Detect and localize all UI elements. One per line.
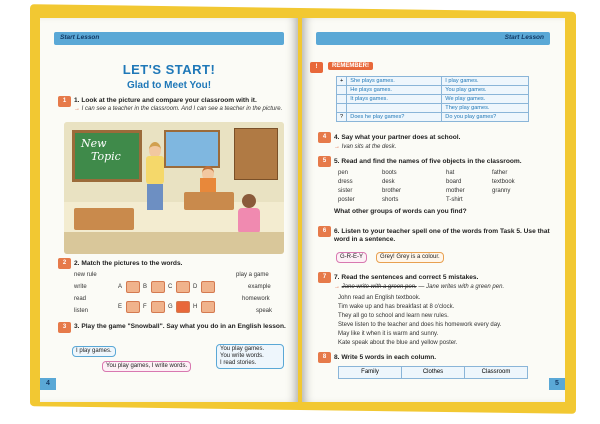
- remember-label: REMEMBER!: [328, 62, 373, 70]
- word-poster: poster: [338, 197, 355, 203]
- bubble3-line3: I read stories.: [220, 360, 257, 366]
- picture-h-icon: [201, 301, 215, 313]
- task4-text: 4. Say what your partner does at school.: [334, 134, 461, 141]
- task4-example: → Ivan sits at the desk.: [334, 144, 397, 150]
- picture-a-icon: [126, 281, 140, 293]
- letter-a: A: [118, 284, 123, 290]
- right-header-text: Start Lesson: [504, 34, 544, 41]
- word-read: read: [74, 296, 87, 302]
- picture-f-icon: [151, 301, 165, 313]
- column-clothes: Clothes: [402, 367, 465, 378]
- picture-d-icon: [201, 281, 215, 293]
- letter-g: G: [168, 304, 173, 310]
- task8-text: 8. Write 5 words in each column.: [334, 354, 437, 361]
- task2-icon: 2: [58, 258, 71, 269]
- letter-c: C: [168, 284, 173, 290]
- lesson-title: LET'S START!: [122, 62, 216, 77]
- letter-b: B: [143, 284, 148, 290]
- word-board: board: [446, 179, 462, 185]
- task5-text: 5. Read and find the names of five objects in the classroom.: [334, 158, 522, 165]
- word-dress: dress: [338, 179, 353, 185]
- left-page-number: 4: [40, 378, 56, 390]
- task2-text: 2. Match the pictures to the words.: [74, 260, 183, 267]
- letter-d: D: [193, 284, 198, 290]
- left-page: [40, 18, 298, 402]
- columns-header: [338, 366, 528, 379]
- task7-icon: 7: [318, 272, 331, 283]
- word-listen: listen: [74, 308, 89, 314]
- letter-h: H: [193, 304, 198, 310]
- task8-icon: 8: [318, 352, 331, 363]
- speech-bubble-1: I play games.: [72, 346, 116, 357]
- word-boots: boots: [382, 170, 397, 176]
- task1-text: 1. Look at the picture and compare your classroom with it.: [74, 97, 257, 104]
- board-word-new: New: [81, 137, 107, 150]
- spelling-bubble: G-R-E-Y: [336, 252, 367, 263]
- task4-icon: 4: [318, 132, 331, 143]
- word-textbook: textbook: [492, 179, 515, 185]
- task3-icon: 3: [58, 322, 71, 333]
- sentence-4: Steve listen to the teacher and does his homework every day.: [338, 322, 502, 328]
- letter-e: E: [118, 304, 123, 310]
- task6-text: 6. Listen to your teacher spell one of the words from Task 5. Use that word in a sentence.: [334, 228, 550, 243]
- word-write: write: [74, 284, 87, 290]
- word-desk: desk: [382, 179, 395, 185]
- student-boy: [198, 166, 218, 192]
- word-sister: sister: [338, 188, 353, 194]
- desk: [74, 208, 134, 230]
- word-play-a-game: play a game: [236, 272, 269, 278]
- task5-question: What other groups of words can you find?: [334, 208, 467, 215]
- task6-icon: 6: [318, 226, 331, 237]
- task5-icon: 5: [318, 156, 331, 167]
- sentence-bubble: Grey! Grey is a colour.: [376, 252, 444, 263]
- sentence-1: John read an English textbook.: [338, 295, 421, 301]
- word-speak: speak: [256, 308, 273, 314]
- speech-bubble-3: [216, 344, 284, 369]
- sentence-2: Tim wake up and has breakfast at 8 o'clock.: [338, 304, 455, 310]
- picture-b-icon: [151, 281, 165, 293]
- board-word-topic: Topic: [91, 150, 121, 163]
- bubble3-line2: You write words.: [220, 353, 264, 359]
- picture-e-icon: [126, 301, 140, 313]
- sentence-3: They all go to school and learn new rules.: [338, 313, 449, 319]
- remember-icon: !: [310, 62, 323, 73]
- classroom-illustration: [64, 122, 284, 254]
- right-page-number: 5: [549, 378, 565, 390]
- word-granny: granny: [492, 188, 511, 194]
- column-family: Family: [339, 367, 402, 378]
- picture-c-icon: [176, 281, 190, 293]
- left-header-text: Start Lesson: [60, 34, 100, 41]
- student-desk: [184, 192, 234, 210]
- word-t-shirt: T-shirt: [446, 197, 463, 203]
- task1-example: → I can see a teacher in the classroom. And I can see a teacher in the picture.: [74, 106, 283, 112]
- world-map: [164, 130, 220, 168]
- right-header-bar: [316, 32, 550, 45]
- word-father: father: [492, 170, 508, 176]
- lesson-subtitle: Glad to Meet You!: [126, 80, 212, 91]
- word-mother: mother: [446, 188, 465, 194]
- sentence-6: Kate speak about the blue and yellow poster.: [338, 340, 458, 346]
- word-brother: brother: [382, 188, 402, 194]
- task1-icon: 1: [58, 96, 71, 107]
- task7-example: → Jane write with a green pen. — Jane writes with a green pen.: [334, 284, 505, 290]
- right-page: [302, 18, 565, 402]
- task3-text: 3. Play the game "Snowball". Say what you do in an English lesson.: [74, 323, 286, 330]
- word-hat: hat: [446, 170, 455, 176]
- bookshelf: [234, 128, 278, 180]
- speech-bubble-2: You play games, I write words.: [102, 361, 191, 372]
- letter-f: F: [143, 304, 147, 310]
- bubble3-line1: You play games.: [220, 346, 265, 352]
- word-example: example: [248, 284, 271, 290]
- column-classroom: Classroom: [481, 369, 511, 375]
- word-pen: pen: [338, 170, 349, 176]
- word-shorts: shorts: [382, 197, 399, 203]
- word-new-rule: new rule: [74, 272, 97, 278]
- task7-text: 7. Read the sentences and correct 5 mistakes.: [334, 274, 479, 281]
- arrow-right-icon: [176, 301, 190, 313]
- remember-table: + She plays games. I play games. He plays games. You play games. It plays games. We play games. They play games. ? Does he play games? Do you play games?: [336, 76, 529, 122]
- sentence-5: May like it when it is warm and sunny.: [338, 331, 439, 337]
- left-header-bar: [54, 32, 284, 45]
- teacher-figure: [144, 142, 166, 212]
- chalkboard: [72, 130, 142, 182]
- word-homework: homework: [242, 296, 270, 302]
